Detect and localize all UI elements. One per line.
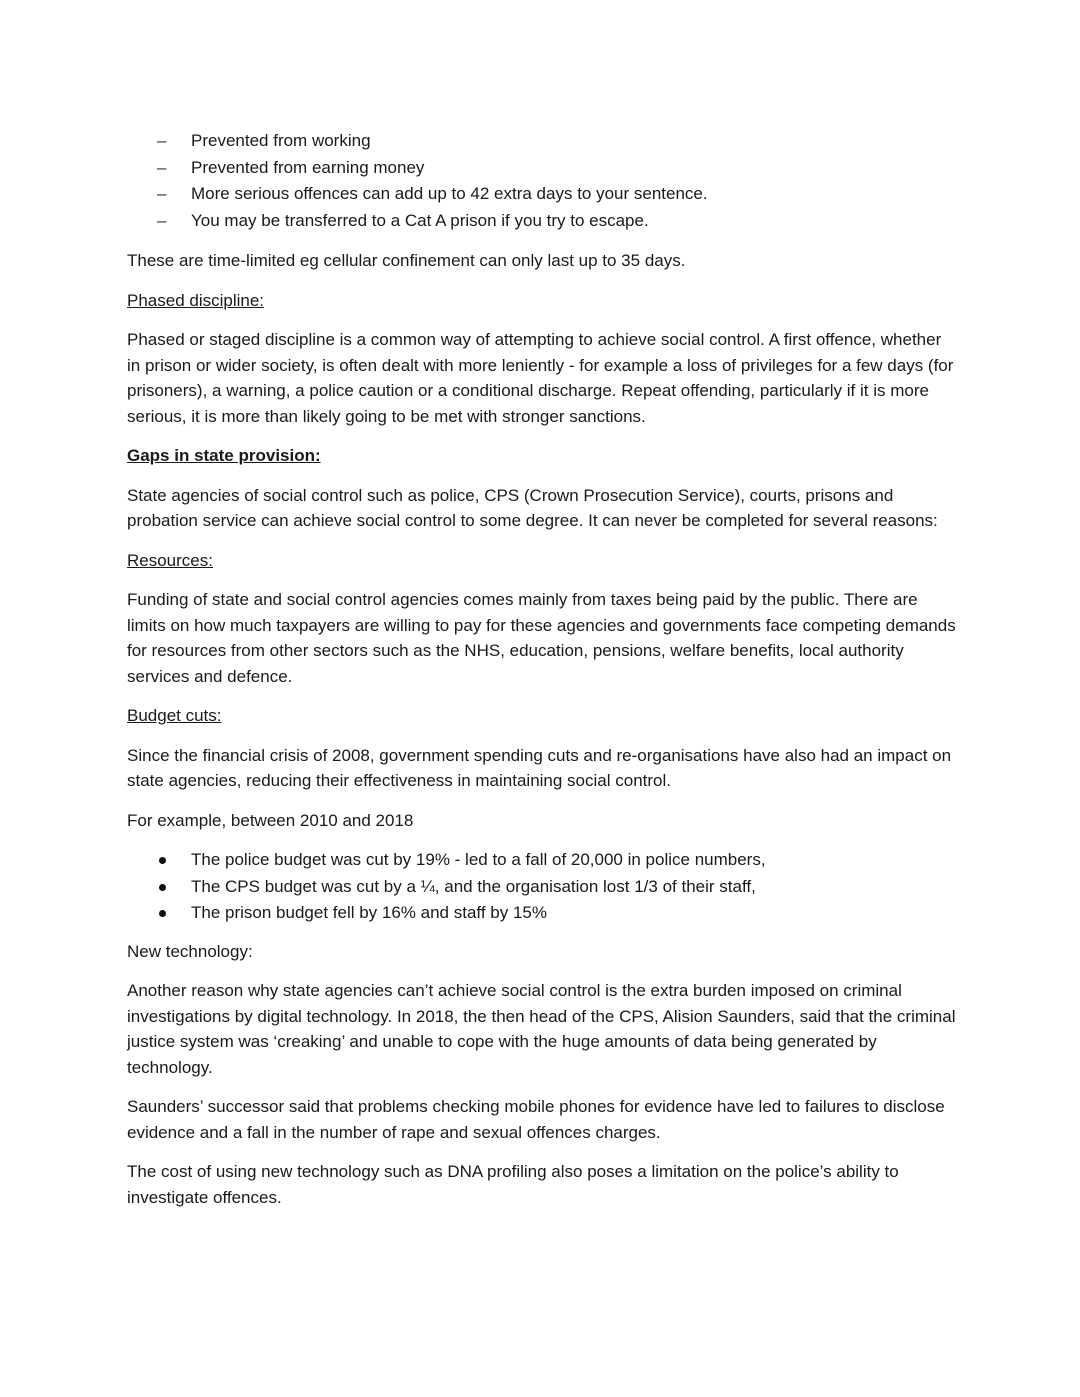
technology-para-1: Another reason why state agencies can’t achieve social control is the extra burden imposed on criminal investigations by digital technology. In 2018, the then head of the CPS, Alision Saunders, said that the criminal justice system was ‘creaking’ and unable to cope with the huge amounts of data being generated by technology. xyxy=(127,981,956,1077)
technology-heading: New technology: xyxy=(127,941,253,961)
document-page xyxy=(127,128,957,1210)
list-item xyxy=(127,874,957,901)
list-item-text: The prison budget fell by 16% and staff by 15% xyxy=(191,903,547,922)
budget-list xyxy=(127,847,957,927)
dash-marker: – xyxy=(157,184,167,203)
resources-heading: Resources: xyxy=(127,550,213,570)
list-item-text: The police budget was cut by 19% - led to a fall of 20,000 in police numbers, xyxy=(191,850,766,869)
list-item xyxy=(127,208,957,235)
list-item-text: Prevented from earning money xyxy=(191,157,425,177)
resources-body: Funding of state and social control agencies comes mainly from taxes being paid by the public. There are limits on how much taxpayers are willing to pay for these agencies and governments face competing demands for resources from other sectors such as the NHS, education, pensions, welfare benefits, local authority services and defence. xyxy=(127,590,956,686)
phased-heading: Phased discipline: xyxy=(127,290,265,310)
list-item-text: Prevented from working xyxy=(191,131,371,150)
list-item-text: More serious offences can add up to 42 extra days to your sentence. xyxy=(191,184,708,203)
list-item-text: You may be transferred to a Cat A prison if you try to escape. xyxy=(191,210,649,230)
dash-marker: – xyxy=(157,131,167,150)
dash-marker: – xyxy=(157,157,167,177)
bullet-marker xyxy=(159,884,166,891)
gaps-body: State agencies of social control such as police, CPS (Crown Prosecution Service), courts, prisons and probation service can achieve social control to some degree. It can never be completed for several reasons: xyxy=(127,485,938,530)
time-limited-note: These are time-limited eg cellular confinement can only last up to 35 days. xyxy=(127,251,686,270)
list-item xyxy=(127,181,957,208)
list-item xyxy=(127,128,957,155)
technology-para-3: The cost of using new technology such as DNA profiling also poses a limitation on the police’s ability to investigate offences. xyxy=(127,1162,899,1207)
gaps-heading: Gaps in state provision: xyxy=(127,446,321,465)
sanctions-list xyxy=(127,128,957,234)
list-item xyxy=(127,155,957,182)
technology-para-2: Saunders’ successor said that problems checking mobile phones for evidence have led to failures to disclose evidence and a fall in the number of rape and sexual offences charges. xyxy=(127,1097,945,1142)
list-item-text: The CPS budget was cut by a ¼, and the organisation lost 1/3 of their staff, xyxy=(191,876,756,896)
phased-body: Phased or staged discipline is a common way of attempting to achieve social control. A first offence, whether in prison or wider society, is often dealt with more leniently - for example a loss of privileges for a few days (for prisoners), a warning, a police caution or a conditional discharge. Repeat offending, particularly if it is more serious, it is more than likely going to be met with stronger sanctions. xyxy=(127,330,954,426)
budget-body: Since the financial crisis of 2008, government spending cuts and re-organisations have also had an impact on state agencies, reducing their effectiveness in maintaining social control. xyxy=(127,745,952,790)
budget-intro: For example, between 2010 and 2018 xyxy=(127,810,414,830)
list-item xyxy=(127,900,957,927)
list-item xyxy=(127,847,957,874)
budget-heading: Budget cuts: xyxy=(127,706,222,725)
dash-marker: – xyxy=(157,210,167,230)
bullet-marker xyxy=(159,910,166,917)
bullet-marker xyxy=(159,857,166,864)
